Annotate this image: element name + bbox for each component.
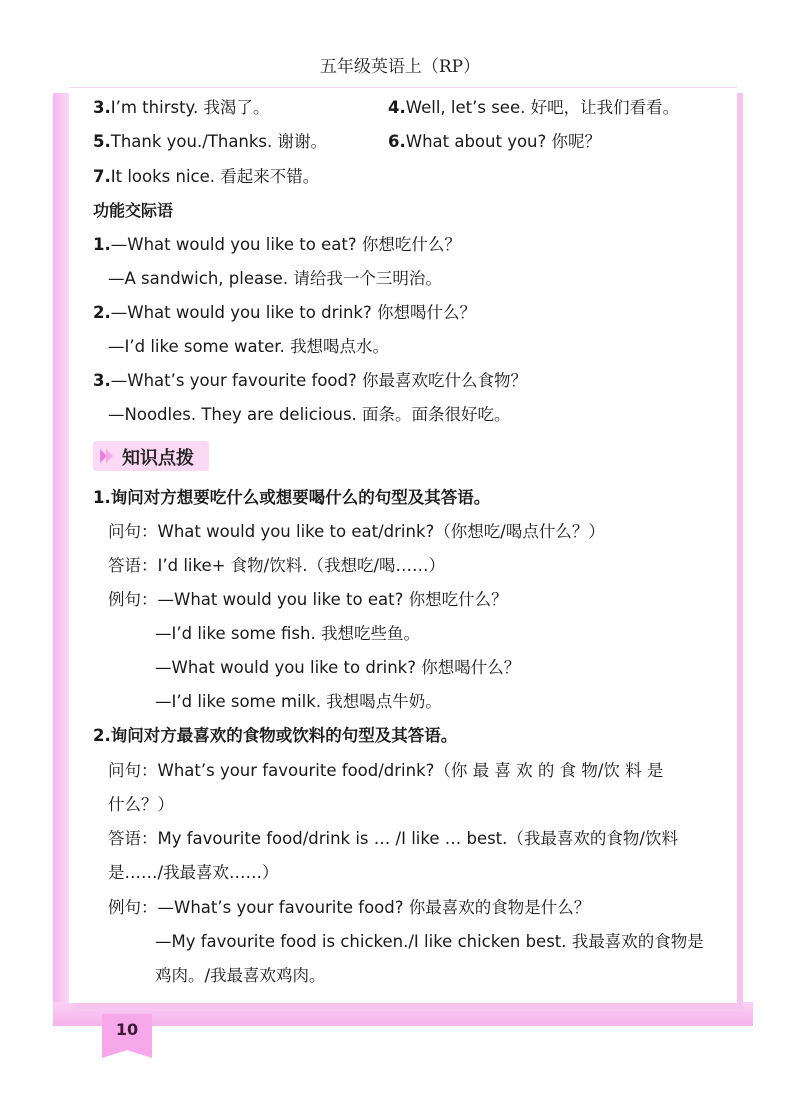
- example-line: —My favourite food is chicken./I like chicken best. 我最喜欢的食物是: [155, 932, 704, 951]
- dialogue-answer: —A sandwich, please. 请给我一个三明治。: [108, 269, 442, 288]
- page-number: 10: [115, 1020, 139, 1039]
- phrase-num: 6.: [388, 132, 406, 151]
- phrase-num: 4.: [388, 98, 406, 117]
- dialogue-answer: —Noodles. They are delicious. 面条。面条很好吃。: [108, 405, 511, 424]
- double-arrow-icon: [100, 449, 116, 463]
- example-line: 例句：—What’s your favourite food? 你最喜欢的食物是什么？: [108, 898, 591, 917]
- phrase-num: 3.: [93, 98, 111, 117]
- dialogue-question: [93, 370, 527, 392]
- point-question-cont: 什么？）: [108, 795, 174, 814]
- section-title: 知识点拨: [122, 448, 194, 469]
- point-question: 问句：What’s your favourite food/drink?（你 最 喜 欢 的 食 物/饮 料 是: [108, 761, 664, 780]
- phrase-text: It looks nice. 看起来不错。: [110, 167, 320, 186]
- page-header: 五年级英语上（RP）: [319, 57, 481, 77]
- phrase-text: I’m thirsty. 我渴了。: [110, 98, 270, 117]
- point-title: 1.询问对方想要吃什么或想要喝什么的句型及其答语。: [93, 488, 491, 507]
- phrase-item: [388, 97, 679, 119]
- phrase-item: [388, 131, 601, 153]
- example-line-cont: 鸡肉。/我最喜欢鸡肉。: [155, 966, 326, 985]
- dialogue-q-text: —What would you like to drink? 你想喝什么？: [110, 303, 476, 322]
- phrase-text: What about you? 你呢？: [405, 132, 602, 151]
- dialogue-question: [93, 302, 476, 324]
- phrase-text: Thank you./Thanks. 谢谢。: [110, 132, 328, 151]
- dialogue-answer: —I’d like some water. 我想喝点水。: [108, 337, 390, 356]
- phrase-num: 7.: [93, 167, 111, 186]
- example-line: 例句：—What would you like to eat? 你想吃什么？: [108, 590, 508, 609]
- point-answer-cont: 是……/我最喜欢……）: [108, 863, 279, 882]
- dialogue-question: [93, 234, 461, 256]
- dialogue-q-text: —What’s your favourite food? 你最喜欢吃什么食物？: [110, 371, 527, 390]
- dialogue-num: 3.: [93, 371, 111, 390]
- dialogue-q-text: —What would you like to eat? 你想吃什么？: [110, 235, 461, 254]
- example-line: —What would you like to drink? 你想喝什么？: [155, 658, 521, 677]
- dialogue-num: 1.: [93, 235, 111, 254]
- phrase-num: 5.: [93, 132, 111, 151]
- phrase-item: [93, 131, 327, 153]
- point-answer: 答语：My favourite food/drink is … /I like … best.（我最喜欢的食物/饮料: [108, 829, 678, 848]
- example-line: —I’d like some milk. 我想喝点牛奶。: [155, 692, 442, 711]
- dialogue-num: 2.: [93, 303, 111, 322]
- phrase-item: [93, 97, 269, 119]
- phrase-text: Well, let’s see. 好吧，让我们看看。: [405, 98, 680, 117]
- example-line: —I’d like some fish. 我想吃些鱼。: [155, 624, 420, 643]
- point-answer: 答语：I’d like+ 食物/饮料.（我想吃/喝……）: [108, 556, 446, 575]
- phrase-item: [93, 166, 319, 188]
- point-title: 2.询问对方最喜欢的食物或饮料的句型及其答语。: [93, 726, 458, 745]
- dialogue-heading: 功能交际语: [93, 201, 174, 220]
- point-question: 问句：What would you like to eat/drink?（你想吃/喝点什么？）: [108, 522, 605, 541]
